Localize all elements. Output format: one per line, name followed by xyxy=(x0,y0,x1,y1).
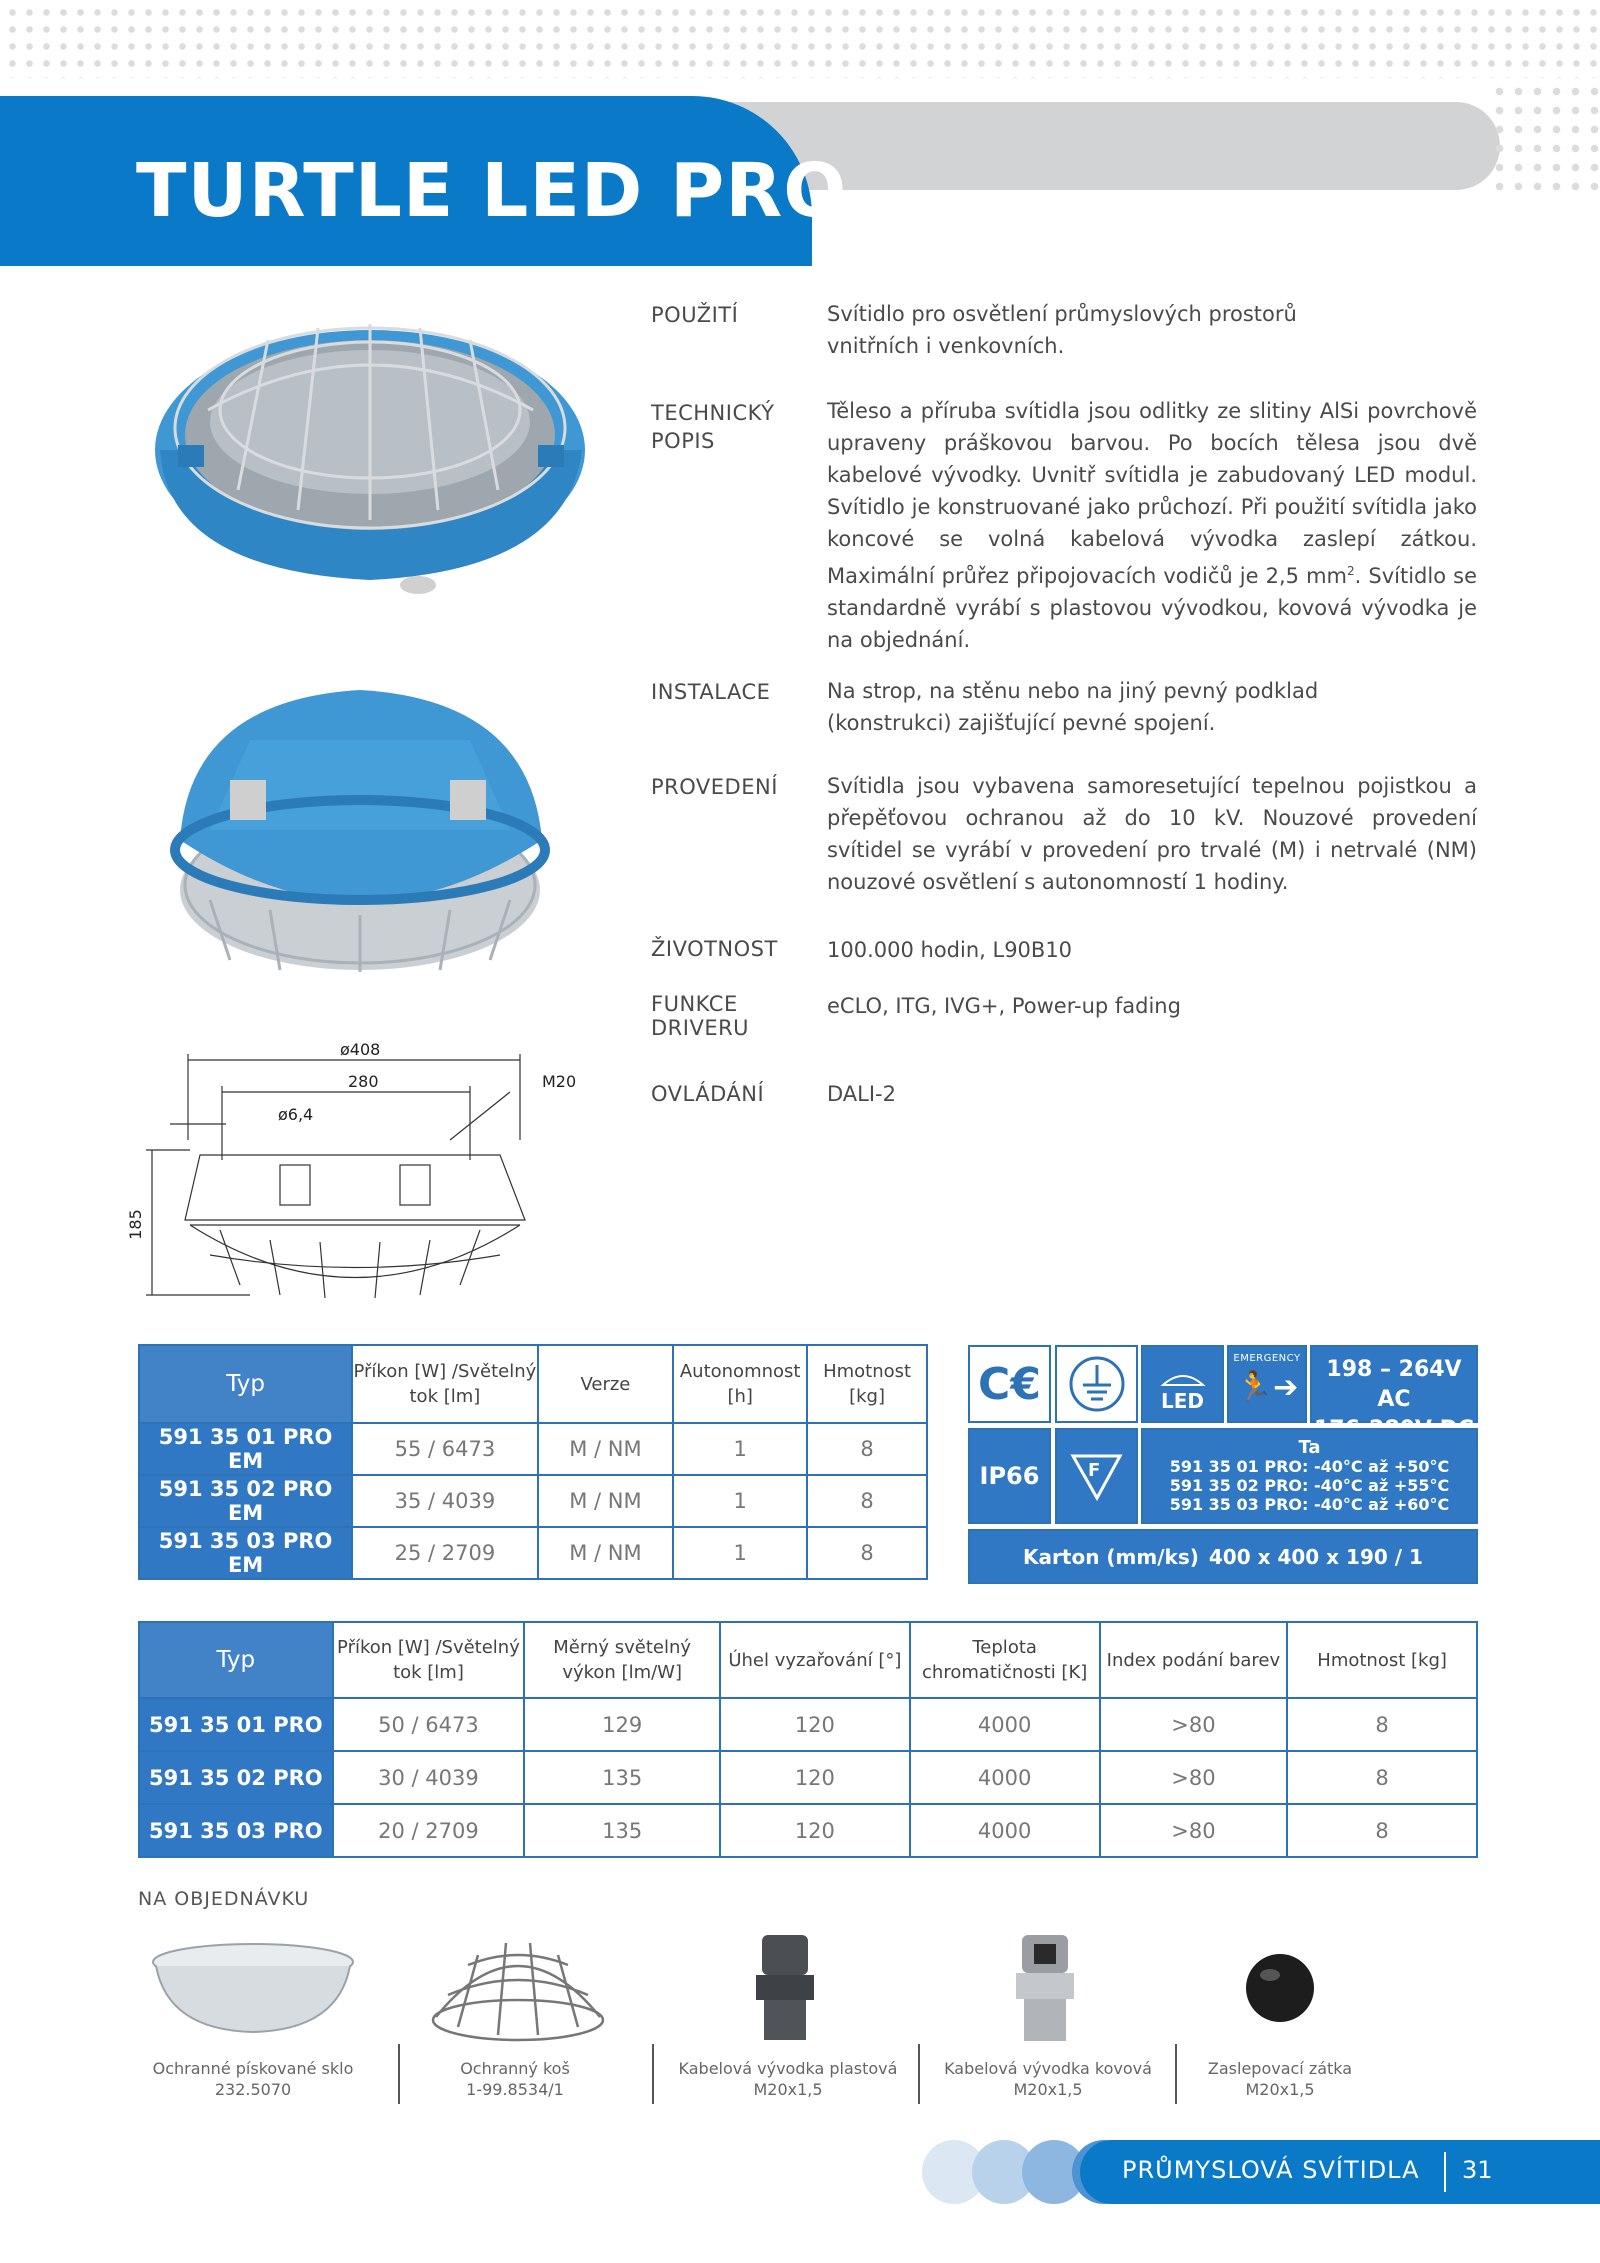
cell-cri: >80 xyxy=(1100,1751,1288,1804)
spec-value-version: Svítidla jsou vybavena samoresetující tepelnou pojistkou a přepěťovou ochranou až do 10 kV. Nouzové provedení svítidel se vyrábí v provedení pro trvalé (M) i netrvalé (NM) nouzové osvětlení s autonomností 1 hodiny. xyxy=(827,774,1477,894)
th-version: Verze xyxy=(538,1345,674,1423)
spec-label-driver: FUNKCE DRIVERU xyxy=(651,992,750,1040)
header-dot-pattern xyxy=(0,0,1600,78)
accessory-divider xyxy=(652,2044,654,2104)
ta-title: Ta xyxy=(1298,1437,1321,1458)
carton-badge xyxy=(968,1529,1478,1584)
cell-autonomy: 1 xyxy=(673,1527,807,1579)
product-photo-bottom xyxy=(150,680,570,980)
accessory-item xyxy=(928,2058,1168,2100)
cell-efficacy: 129 xyxy=(524,1698,720,1751)
th-power: Příkon [W] /Světelný tok [lm] xyxy=(352,1345,537,1423)
th-beam-angle: Úhel vyzařování [°] xyxy=(720,1622,910,1698)
spec-value-install: Na strop, na stěnu nebo na jiný pevný podklad (konstrukci) zajišťující pevné spojení. xyxy=(827,679,1319,735)
table-emergency xyxy=(138,1344,928,1580)
f-mark: F xyxy=(1088,1460,1101,1481)
ce-mark: C€ xyxy=(968,1345,1051,1423)
spec-label-use: POUŽITÍ xyxy=(651,303,739,327)
table-row xyxy=(139,1475,927,1527)
earth-ground-icon xyxy=(1055,1345,1138,1423)
th-weight: Hmotnost [kg] xyxy=(807,1345,927,1423)
product-photo-top xyxy=(138,300,608,600)
accessory-item xyxy=(1180,2058,1380,2100)
cell-type: 591 35 02 PRO xyxy=(139,1751,333,1804)
cell-cct: 4000 xyxy=(910,1751,1100,1804)
accessory-metal-gland-image xyxy=(1010,1930,1080,2045)
spec-label-control: OVLÁDÁNÍ xyxy=(651,1082,765,1106)
cell-power: 50 / 6473 xyxy=(333,1698,525,1751)
accessory-code: 1-99.8534/1 xyxy=(466,2080,564,2099)
accessory-name: Kabelová vývodka kovová xyxy=(944,2059,1152,2078)
accessory-item xyxy=(664,2058,912,2100)
ta-line: 591 35 03 PRO: -40°C až +60°C xyxy=(1169,1495,1450,1514)
cell-version: M / NM xyxy=(538,1423,674,1475)
table-standard xyxy=(138,1621,1478,1858)
cell-beam-angle: 120 xyxy=(720,1751,910,1804)
cell-version: M / NM xyxy=(538,1475,674,1527)
th-autonomy: Autonomnost [h] xyxy=(673,1345,807,1423)
spec-label-install: INSTALACE xyxy=(651,680,771,704)
cell-cct: 4000 xyxy=(910,1804,1100,1857)
cell-power: 35 / 4039 xyxy=(352,1475,537,1527)
accessory-plastic-gland-image xyxy=(750,1930,820,2045)
cell-weight: 8 xyxy=(807,1475,927,1527)
table-row xyxy=(139,1804,1477,1857)
cell-weight: 8 xyxy=(1287,1804,1477,1857)
accessory-divider xyxy=(398,2044,400,2104)
spec-label-tech: TECHNICKÝ POPIS xyxy=(651,401,775,453)
accessory-name: Zaslepovací zátka xyxy=(1207,2059,1353,2078)
accessory-code: M20x1,5 xyxy=(753,2080,823,2099)
carton-value: 400 x 400 x 190 / 1 xyxy=(1208,1544,1423,1569)
accessory-glass-image xyxy=(148,1940,358,2035)
emergency-badge xyxy=(1227,1345,1307,1423)
emergency-label: EMERGENCY xyxy=(1233,1353,1301,1364)
dim-thread: M20 xyxy=(542,1072,577,1091)
f-mark-badge xyxy=(1055,1428,1138,1524)
cell-type: 591 35 01 PRO xyxy=(139,1698,333,1751)
accessory-item xyxy=(410,2058,620,2100)
dim-hole-diameter: ø6,4 xyxy=(278,1105,314,1124)
accessory-divider xyxy=(918,2044,920,2104)
cell-version: M / NM xyxy=(538,1527,674,1579)
ambient-temperature-badge xyxy=(1141,1428,1478,1524)
accessory-name: Ochranné pískované sklo xyxy=(152,2059,354,2078)
th-power: Příkon [W] /Světelný tok [lm] xyxy=(333,1622,525,1698)
cell-efficacy: 135 xyxy=(524,1804,720,1857)
cell-autonomy: 1 xyxy=(673,1423,807,1475)
ip-rating: IP66 xyxy=(979,1462,1040,1490)
cell-weight: 8 xyxy=(1287,1698,1477,1751)
header-dot-pattern-right xyxy=(1486,78,1600,198)
ta-line: 591 35 01 PRO: -40°C až +50°C xyxy=(1169,1457,1450,1476)
cell-power: 25 / 2709 xyxy=(352,1527,537,1579)
spec-value-control: DALI-2 xyxy=(827,1082,896,1106)
cell-type: 591 35 03 PRO EM xyxy=(139,1527,352,1579)
cell-power: 55 / 6473 xyxy=(352,1423,537,1475)
th-cct: Teplota chromatičnosti [K] xyxy=(910,1622,1100,1698)
spec-value-lifetime: 100.000 hodin, L90B10 xyxy=(827,938,1073,962)
accessory-item xyxy=(135,2058,371,2100)
table-row xyxy=(139,1527,927,1579)
dim-inner-width: 280 xyxy=(348,1072,379,1091)
accessory-name: Ochranný koš xyxy=(460,2059,570,2078)
th-type: Typ xyxy=(139,1622,333,1698)
dim-height: 185 xyxy=(125,1209,145,1240)
footer-section: PRŮMYSLOVÁ SVÍTIDLA xyxy=(1122,2156,1420,2184)
spec-label-lifetime: ŽIVOTNOST xyxy=(651,937,778,961)
cell-power: 30 / 4039 xyxy=(333,1751,525,1804)
page-title: TURTLE LED PRO xyxy=(136,148,848,234)
cell-cct: 4000 xyxy=(910,1698,1100,1751)
voltage-ac: 198 – 264V AC xyxy=(1326,1357,1462,1412)
cell-weight: 8 xyxy=(807,1527,927,1579)
dim-outer-diameter: ø408 xyxy=(340,1040,381,1059)
table-row xyxy=(139,1698,1477,1751)
voltage-badge xyxy=(1310,1345,1478,1423)
cell-beam-angle: 120 xyxy=(720,1698,910,1751)
accessory-divider xyxy=(1175,2044,1177,2104)
led-label: LED xyxy=(1160,1389,1204,1413)
accessory-name: Kabelová vývodka plastová xyxy=(678,2059,898,2078)
cell-power: 20 / 2709 xyxy=(333,1804,525,1857)
spec-value-use: Svítidlo pro osvětlení průmyslových prostorů vnitřních i venkovních. xyxy=(827,302,1297,358)
spec-label-version: PROVEDENÍ xyxy=(651,775,778,799)
cell-cri: >80 xyxy=(1100,1804,1288,1857)
th-efficacy: Měrný světelný výkon [lm/W] xyxy=(524,1622,720,1698)
ip-rating-badge xyxy=(968,1428,1051,1524)
table-row xyxy=(139,1751,1477,1804)
spec-value-tech: Těleso a příruba svítidla jsou odlitky ze slitiny AlSi povrchově upraveny práškovou barvou. Po bocích tělesa jsou dvě kabelové vývodky. Uvnitř svítidla je zabudovaný LED modul. Svítidlo je konstruované jako průchozí. Při použití svítidla jako koncové se volná kabelová vývodka zaslepí zátkou. Maximální průřez připojovacích vodičů je 2,5 $mm^2$. Svítidlo se standardně vyrábí s plastovou vývodkou, kovová vývodka je na objednání. xyxy=(827,399,1477,652)
th-type: Typ xyxy=(139,1345,352,1423)
cell-type: 591 35 02 PRO EM xyxy=(139,1475,352,1527)
exit-arrow-icon: 🏃➔ xyxy=(1235,1370,1299,1405)
led-badge xyxy=(1141,1345,1224,1423)
cell-type: 591 35 01 PRO EM xyxy=(139,1423,352,1475)
cell-weight: 8 xyxy=(1287,1751,1477,1804)
th-weight: Hmotnost [kg] xyxy=(1287,1622,1477,1698)
cell-beam-angle: 120 xyxy=(720,1804,910,1857)
footer-divider xyxy=(1444,2152,1446,2192)
ta-line: 591 35 02 PRO: -40°C až +55°C xyxy=(1169,1476,1450,1495)
accessory-code: M20x1,5 xyxy=(1245,2080,1315,2099)
cell-type: 591 35 03 PRO xyxy=(139,1804,333,1857)
th-cri: Index podání barev xyxy=(1100,1622,1288,1698)
cell-weight: 8 xyxy=(807,1423,927,1475)
accessory-plug-image xyxy=(1240,1950,1320,2030)
accessory-code: M20x1,5 xyxy=(1013,2080,1083,2099)
cell-efficacy: 135 xyxy=(524,1751,720,1804)
cell-autonomy: 1 xyxy=(673,1475,807,1527)
accessory-cage-image xyxy=(428,1935,608,2045)
on-order-heading: NA OBJEDNÁVKU xyxy=(138,1888,310,1910)
carton-label: Karton (mm/ks) xyxy=(1023,1544,1199,1569)
technical-drawing xyxy=(125,1030,590,1320)
accessory-code: 232.5070 xyxy=(214,2080,292,2099)
table-row xyxy=(139,1423,927,1475)
cell-cri: >80 xyxy=(1100,1698,1288,1751)
page-number: 31 xyxy=(1462,2156,1493,2184)
spec-value-driver: eCLO, ITG, IVG+, Power-up fading xyxy=(827,994,1181,1018)
